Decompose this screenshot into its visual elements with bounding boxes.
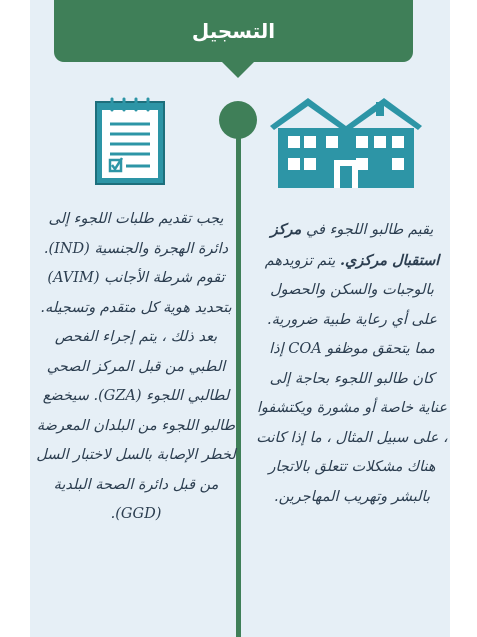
header-title: التسجيل xyxy=(191,19,276,43)
header-banner xyxy=(54,0,413,62)
timeline-dot xyxy=(219,101,257,139)
right-bold-phrase: مركز استقبال مركزي. xyxy=(270,221,440,269)
right-column-text xyxy=(256,215,448,512)
timeline-line xyxy=(236,110,241,637)
right-intro: يقيم طالبو اللجوء في xyxy=(305,222,434,238)
clipboard-checklist-icon xyxy=(92,96,168,188)
right-rest: يتم تزويدهم بالوجبات والسكن والحصول على أي رعاية طبية ضرورية. مما يتحقق موظفو COA إذا كان طالبو اللجوء بحاجة إلى عناية خاصة أو مشورة ويكتشفوا ، على سبيل المثال ، ما إذا كانت هناك مشكلات تتعلق بالاتجار بالبشر وتهريب المهاجرين. xyxy=(256,252,448,505)
apartment-building-icon xyxy=(270,96,422,188)
header-pointer xyxy=(221,61,255,78)
left-paragraph: يجب تقديم طلبات اللجوء إلى دائرة الهجرة والجنسية (IND). تقوم شرطة الأجانب (AVIM) بتحديد هوية كل متقدم وتسجيله. بعد ذلك ، يتم إجراء الفحص الطبي من قبل المركز الصحي لطالبي اللجوء (GZA). سيخضع طالبو اللجوء من البلدان المعرضة لخطر الإصابة بالسل لاختبار السل من قبل دائرة الصحة البلدية (GGD). xyxy=(36,211,236,522)
left-column-text xyxy=(36,205,236,530)
